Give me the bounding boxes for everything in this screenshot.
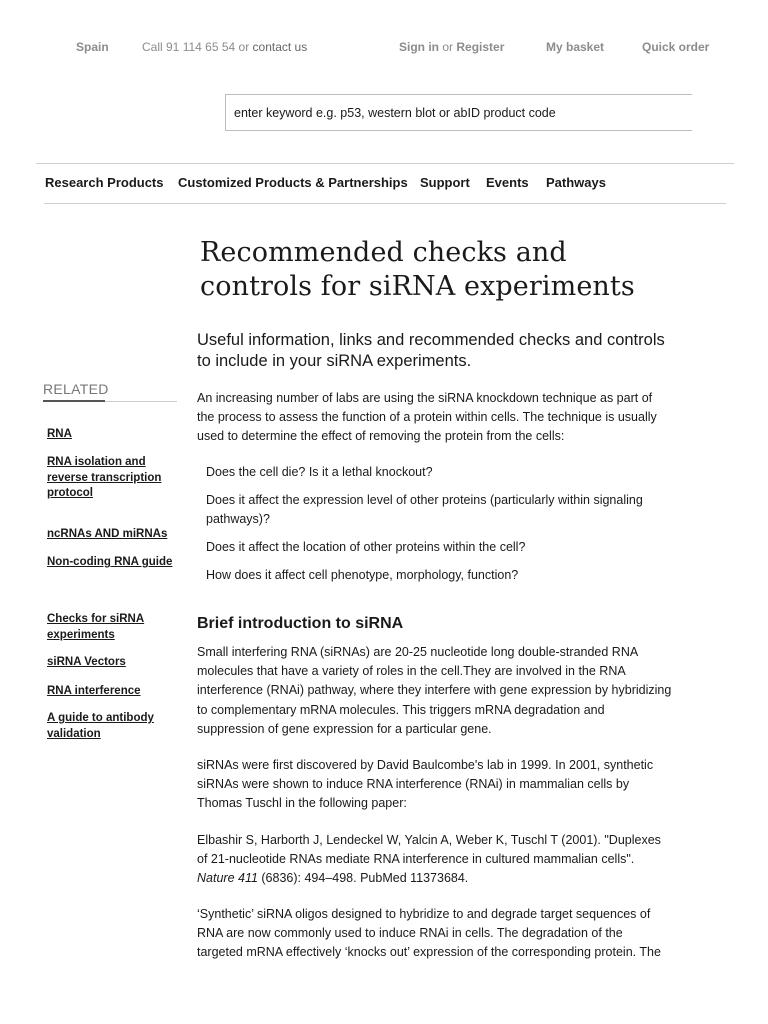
- question-item: How does it affect cell phenotype, morphology, function?: [206, 568, 519, 582]
- question-item: Does it affect the location of other proteins within the cell?: [206, 540, 526, 554]
- journal-name: Nature 411: [197, 871, 258, 886]
- country-selector[interactable]: Spain: [76, 40, 109, 54]
- nav-item-research-products[interactable]: Research Products: [45, 175, 164, 190]
- citation-paragraph: Elbashir S, Harborth J, Lendeckel W, Yalcin A, Weber K, Tuschl T (2001). "Duplexes of 21-nucleotide RNAs mediate RNA interference in cultured mammalian cells". Nature 411 (6836): 494–498. PubMed 11373684.: [197, 833, 661, 886]
- basket-link[interactable]: My basket: [546, 40, 605, 54]
- related-heading: RELATED: [43, 381, 109, 397]
- question-item: Does the cell die? Is it a lethal knockout?: [206, 465, 433, 479]
- contact-link[interactable]: contact us: [252, 40, 308, 54]
- search-input[interactable]: enter keyword e.g. p53, western blot or abID product code: [225, 94, 692, 131]
- lead-paragraph: Useful information, links and recommended checks and controls to include in your siRNA experiments.: [197, 331, 665, 370]
- phone-text: Call 91 114 65 54 or contact us: [142, 40, 308, 54]
- page-title: Recommended checks and controls for siRNA experiments: [200, 237, 635, 302]
- related-link-rna-isolation[interactable]: RNA isolation and reverse transcription protocol: [47, 456, 162, 499]
- register-link[interactable]: Register: [456, 40, 505, 54]
- nav-item-pathways[interactable]: Pathways: [546, 175, 606, 190]
- body-paragraph: ‘Synthetic’ siRNA oligos designed to hybridize to and degrade target sequences of RNA are now commonly used to induce RNAi in cells. The degradation of the targeted mRNA effectively ‘knocks out’ expression of the corresponding protein. The: [197, 907, 661, 960]
- account-links: Sign in or Register: [399, 40, 505, 54]
- sign-in-link[interactable]: Sign in: [399, 40, 439, 54]
- related-link-rna-interference[interactable]: RNA interference: [47, 685, 141, 697]
- related-divider-accent: [43, 400, 105, 402]
- nav-item-customized-products[interactable]: Customized Products & Partnerships: [178, 175, 408, 190]
- section-heading: Brief introduction to siRNA: [197, 615, 404, 632]
- body-paragraph: Small interfering RNA (siRNAs) are 20-25 nucleotide long double-stranded RNA molecules that have a variety of roles in the cell.They are involved in the RNA interference (RNAi) pathway, where they interfere with gene expression by hybridizing to complementary mRNA molecules. This triggers mRNA degradation and suppression of gene expression for a particular gene.: [197, 645, 672, 736]
- nav-top-divider: [36, 163, 734, 164]
- related-link-antibody-validation[interactable]: A guide to antibody validation: [47, 712, 154, 740]
- body-paragraph: siRNAs were first discovered by David Baulcombe's lab in 1999. In 2001, synthetic siRNAs were shown to induce RNA interference (RNAi) in mammalian cells by Thomas Tuschl in the following paper:: [197, 758, 654, 811]
- related-link-sirna-checks[interactable]: Checks for siRNA experiments: [47, 613, 145, 641]
- quick-order-link[interactable]: Quick order: [642, 40, 710, 54]
- nav-item-support[interactable]: Support: [420, 175, 470, 190]
- related-link-sirna-vectors[interactable]: siRNA Vectors: [47, 656, 126, 668]
- nav-bottom-divider: [44, 203, 726, 204]
- nav-item-events[interactable]: Events: [486, 175, 529, 190]
- question-item: Does it affect the expression level of other proteins (particularly within signaling pathways)?: [206, 493, 643, 527]
- related-link-noncoding-guide[interactable]: Non-coding RNA guide: [47, 556, 173, 568]
- related-link-ncrnas[interactable]: ncRNAs AND miRNAs: [47, 528, 168, 540]
- intro-paragraph: An increasing number of labs are using the siRNA knockdown technique as part of the process to assess the function of a protein within cells. The technique is usually used to determine the effect of removing the protein from the cells:: [197, 391, 657, 444]
- utility-bar: [0, 40, 768, 56]
- related-link-rna[interactable]: RNA: [47, 428, 72, 440]
